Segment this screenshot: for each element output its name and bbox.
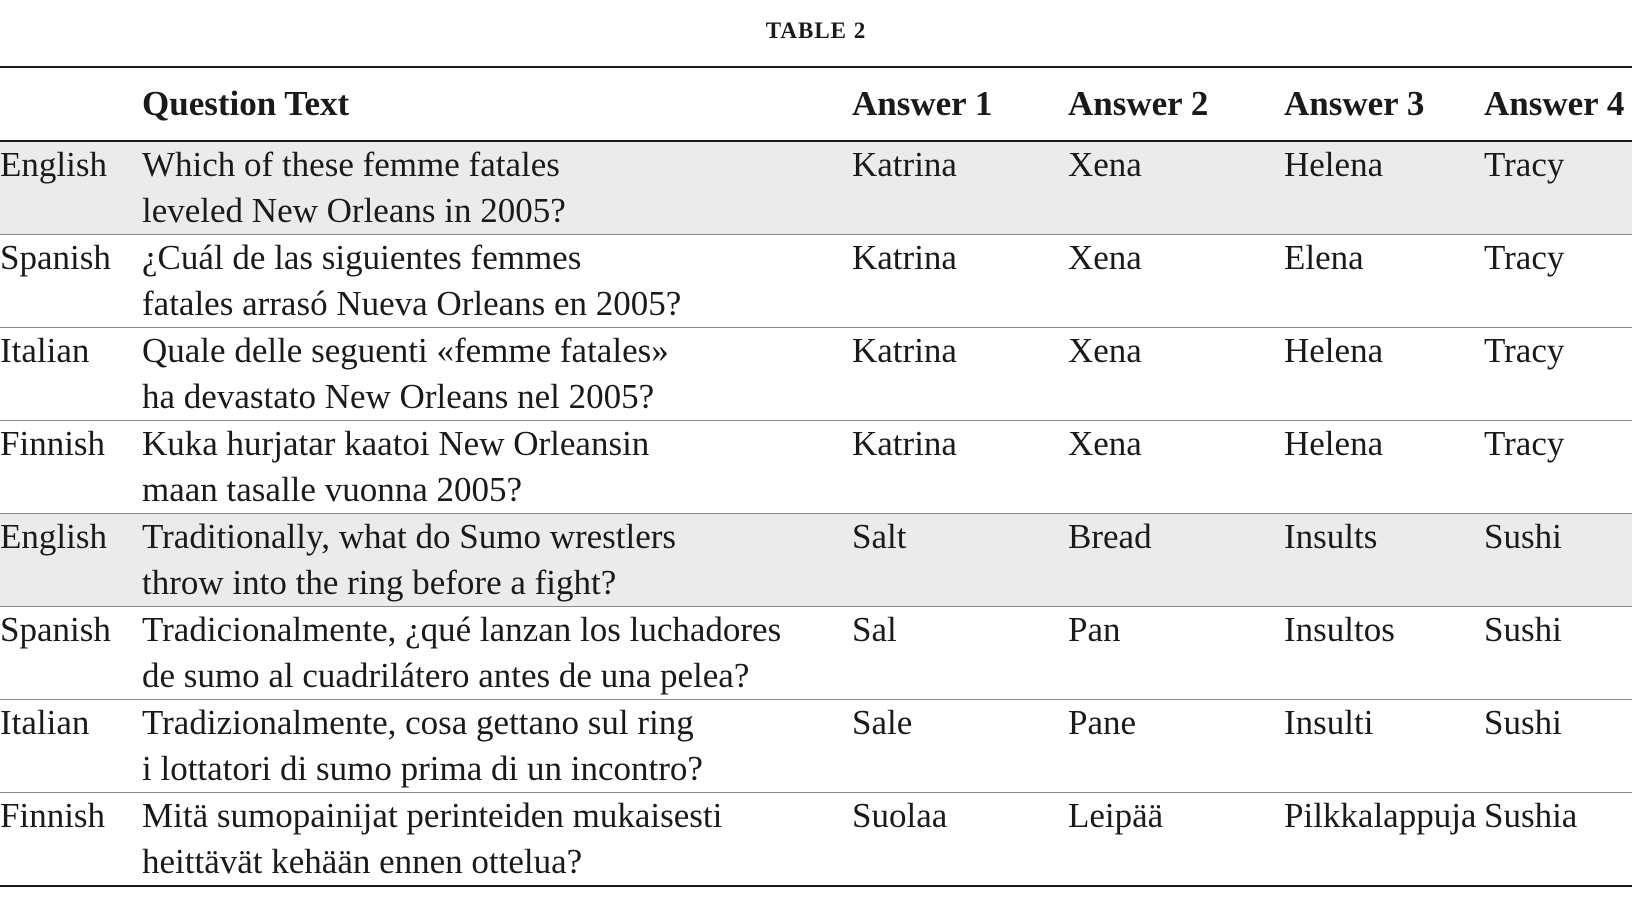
answer-1-cell: Salt	[852, 514, 1068, 607]
question-cell	[142, 421, 852, 514]
table-caption: TABLE 2	[765, 18, 867, 43]
answer-3-cell: Insultos	[1284, 607, 1484, 700]
question-line: Tradizionalmente, cosa gettano sul ring	[142, 703, 694, 742]
question-line: ¿Cuál de las siguientes femmes	[142, 238, 582, 277]
question-line: fatales arrasó Nueva Orleans en 2005?	[142, 284, 682, 323]
header-answer-4: Answer 4	[1484, 67, 1632, 141]
answer-4-cell: Tracy	[1484, 421, 1632, 514]
language-cell: English	[0, 141, 142, 235]
question-line: i lottatori di sumo prima di un incontro?	[142, 749, 703, 788]
answer-1-cell: Suolaa	[852, 793, 1068, 887]
question-line: Which of these femme fatales	[142, 145, 560, 184]
question-cell	[142, 793, 852, 887]
language-cell: Italian	[0, 328, 142, 421]
language-cell: Finnish	[0, 793, 142, 887]
answer-3-cell: Helena	[1284, 421, 1484, 514]
answer-2-cell: Pane	[1068, 700, 1284, 793]
table-row	[0, 421, 1632, 514]
header-language	[0, 67, 142, 141]
header-question-text: Question Text	[142, 67, 852, 141]
answer-1-cell: Katrina	[852, 235, 1068, 328]
answer-2-cell: Bread	[1068, 514, 1284, 607]
question-line: Quale delle seguenti «femme fatales»	[142, 331, 669, 370]
question-cell	[142, 141, 852, 235]
question-line: maan tasalle vuonna 2005?	[142, 470, 523, 509]
question-cell	[142, 235, 852, 328]
answer-2-cell: Xena	[1068, 421, 1284, 514]
answer-2-cell: Xena	[1068, 328, 1284, 421]
answer-2-cell: Pan	[1068, 607, 1284, 700]
language-cell: Finnish	[0, 421, 142, 514]
answer-1-cell: Katrina	[852, 141, 1068, 235]
translation-table	[0, 66, 1632, 887]
answer-2-cell: Leipää	[1068, 793, 1284, 887]
table-row	[0, 141, 1632, 235]
question-line: Mitä sumopainijat perinteiden mukaisesti	[142, 796, 723, 835]
answer-3-cell: Insults	[1284, 514, 1484, 607]
table-row	[0, 607, 1632, 700]
header-answer-2: Answer 2	[1068, 67, 1284, 141]
answer-4-cell: Sushi	[1484, 700, 1632, 793]
question-line: de sumo al cuadrilátero antes de una pelea?	[142, 656, 750, 695]
answer-3-cell: Insulti	[1284, 700, 1484, 793]
answer-1-cell: Sale	[852, 700, 1068, 793]
header-answer-1: Answer 1	[852, 67, 1068, 141]
answer-1-cell: Sal	[852, 607, 1068, 700]
language-cell: Spanish	[0, 607, 142, 700]
table-row	[0, 793, 1632, 887]
answer-1-cell: Katrina	[852, 328, 1068, 421]
header-row	[0, 67, 1632, 141]
answer-1-cell: Katrina	[852, 421, 1068, 514]
question-cell	[142, 514, 852, 607]
table-row	[0, 328, 1632, 421]
question-cell	[142, 700, 852, 793]
language-cell: English	[0, 514, 142, 607]
answer-4-cell: Sushi	[1484, 607, 1632, 700]
question-line: ha devastato New Orleans nel 2005?	[142, 377, 655, 416]
question-line: throw into the ring before a fight?	[142, 563, 617, 602]
table-row	[0, 700, 1632, 793]
language-cell: Italian	[0, 700, 142, 793]
answer-4-cell: Tracy	[1484, 235, 1632, 328]
table-row	[0, 514, 1632, 607]
answer-4-cell: Tracy	[1484, 141, 1632, 235]
question-line: heittävät kehään ennen ottelua?	[142, 842, 583, 881]
answer-4-cell: Sushia	[1484, 793, 1632, 887]
question-cell	[142, 328, 852, 421]
answer-3-cell: Elena	[1284, 235, 1484, 328]
answer-2-cell: Xena	[1068, 141, 1284, 235]
header-answer-3: Answer 3	[1284, 67, 1484, 141]
answer-4-cell: Tracy	[1484, 328, 1632, 421]
table-row	[0, 235, 1632, 328]
answer-3-cell: Helena	[1284, 141, 1484, 235]
answer-3-cell: Pilkkalappuja	[1284, 793, 1484, 887]
language-cell: Spanish	[0, 235, 142, 328]
question-cell	[142, 607, 852, 700]
question-line: Traditionally, what do Sumo wrestlers	[142, 517, 677, 556]
question-line: Tradicionalmente, ¿qué lanzan los luchadores	[142, 610, 782, 649]
answer-3-cell: Helena	[1284, 328, 1484, 421]
question-line: Kuka hurjatar kaatoi New Orleansin	[142, 424, 650, 463]
question-line: leveled New Orleans in 2005?	[142, 191, 566, 230]
answer-4-cell: Sushi	[1484, 514, 1632, 607]
answer-2-cell: Xena	[1068, 235, 1284, 328]
